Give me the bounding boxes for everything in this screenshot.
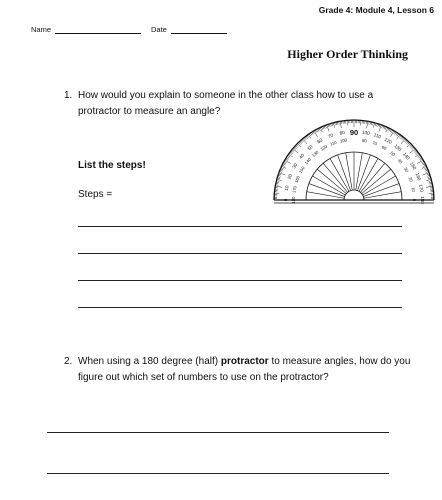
protractor-radial-line [356,153,363,190]
protractor-tick [396,133,398,136]
protractor-tick [409,144,411,146]
protractor-tick [302,140,304,142]
protractor-radial-line [346,153,353,190]
protractor-tick [309,134,311,136]
protractor-outer-label: 60 [316,137,324,145]
protractor-tick [407,142,409,144]
protractor-tick [400,136,402,138]
question-2-text [78,354,424,386]
protractor-tick [283,164,286,165]
question-2-bold-word: protractor [220,356,269,367]
protractor-tick [423,165,426,166]
answer-line-2[interactable] [78,253,402,254]
protractor-tick [307,135,309,137]
question-1-number: 1. [64,90,73,101]
question-2-text-end: to measure angles, how do you figure out which set of numbers to use on the protractor? [78,356,411,383]
protractor-tick [295,145,297,147]
protractor-center-label: 90 [349,127,359,137]
protractor-inner-label: 100 [339,137,348,144]
protractor-tick [367,121,368,128]
protractor-tick [397,134,399,136]
protractor-tick [306,136,308,138]
protractor-tick [315,130,316,133]
protractor-outer-label: 20 [286,173,294,180]
steps-label: Steps = [78,189,113,200]
date-label: Date [151,25,167,34]
list-steps-label: List the steps! [78,160,146,171]
date-blank[interactable] [171,25,227,34]
protractor-drawing [274,120,434,204]
protractor-tick [286,158,289,160]
protractor-tick [402,138,404,140]
protractor-tick [417,160,423,164]
protractor-radial-line [357,155,370,191]
protractor-radial-line [307,192,344,199]
grade-lesson-label: Grade 4: Module 4, Lesson 6 [318,5,434,15]
protractor-inner-label: 60 [380,144,388,152]
answer-line-3[interactable] [78,280,402,281]
protractor-tick [294,148,296,150]
protractor-tick [394,131,396,134]
protractor-tick [407,143,411,147]
protractor-tick [310,133,312,136]
protractor-tick [296,144,298,146]
protractor-tick [288,155,290,157]
protractor-tick [300,141,302,143]
protractor-inner-label: 180 [291,196,297,204]
protractor-tick [419,156,422,158]
protractor-outer-label: 0 [283,198,289,202]
protractor-tick [284,161,287,162]
protractor-tick [314,131,318,137]
protractor-inner-label: 20 [407,176,414,183]
protractor-tick [285,159,288,161]
protractor-outer-label: 170 [418,183,425,193]
protractor-tick [308,134,311,138]
protractor-tick [333,123,334,128]
protractor-radial-line [338,155,351,191]
protractor-tick [285,160,291,164]
protractor-tick [373,123,374,128]
question-1-text: How would you explain to someone in the other class how to use a protractor to measure an angle? [78,90,374,117]
protractor-tick [411,146,413,148]
protractor-tick [289,153,291,155]
protractor-outer-label: 150 [409,161,418,171]
protractor-tick [414,150,416,152]
protractor-tick [277,179,282,180]
protractor-radial-line [364,192,401,199]
question-2 [64,354,424,386]
protractor-outer-label: 80 [339,129,346,136]
protractor-tick [412,148,414,150]
protractor-tick [316,129,317,132]
protractor-outer-label: 180 [419,196,425,204]
protractor-tick [319,128,320,131]
answer-line-1[interactable] [78,226,402,227]
protractor-tick [298,142,300,144]
protractor-inner-label: 30 [402,166,410,174]
protractor-tick [422,162,425,163]
protractor-tick [291,151,293,153]
protractor-tick [299,141,301,143]
protractor-tick [419,158,422,160]
protractor-outer-label: 120 [383,136,393,145]
protractor-tick [415,151,417,153]
protractor-inner-label: 150 [297,165,306,175]
protractor-outer-label: 30 [291,162,299,170]
protractor-tick [305,137,307,139]
name-label: Name [31,25,52,34]
name-blank[interactable] [55,25,141,34]
question-2-number: 2. [64,356,73,367]
protractor-tick [415,152,417,154]
protractor-inner-label: 110 [329,139,338,147]
protractor-tick [290,152,292,154]
protractor-tick [304,138,306,140]
protractor-tick [415,154,419,157]
name-date-row [31,25,227,34]
protractor-radial-line [309,184,345,197]
protractor-tick [288,154,292,157]
protractor-inner-label: 160 [293,175,301,184]
protractor-outer-label: 160 [414,172,422,182]
protractor-tick [426,186,433,187]
question-2-text-start: When using a 180 degree (half) [78,356,221,367]
answer-line-4[interactable] [78,307,402,308]
protractor-tick [426,179,431,180]
protractor-outer-label: 140 [401,151,411,161]
protractor-inner-label: 80 [361,137,368,144]
protractor-tick [287,156,290,158]
protractor-outer-label: 50 [306,144,314,152]
protractor-radial-line [363,184,399,197]
protractor-tick [391,131,395,137]
protractor-inner-label: 120 [319,143,329,152]
protractor-inner-label: 40 [396,157,404,165]
protractor-outer-label: 70 [327,132,334,140]
protractor-inner-label: 0 [411,198,417,202]
protractor-inner-label: 70 [371,140,378,147]
protractor-inner-label: 140 [303,156,312,166]
protractor-tick [401,137,403,139]
protractor-tick [420,159,423,161]
protractor-tick [410,145,412,147]
protractor-tick [283,162,286,163]
protractor-tick [282,165,285,166]
protractor-tick [416,153,418,155]
protractor-tick [313,131,315,134]
protractor-tick [395,132,397,135]
protractor-tick [397,134,400,138]
protractor-tick [318,129,319,132]
protractor-tick [295,146,297,148]
protractor-tick [312,132,314,135]
protractor-tick [407,141,409,143]
protractor-inner-label: 170 [291,185,298,194]
protractor-outer-label: 100 [361,129,371,136]
protractor-tick [423,164,426,165]
protractor-tick [389,129,390,132]
protractor-tick [406,141,408,143]
protractor-tick [340,121,341,128]
protractor-tick [421,161,424,162]
page-title: Higher Order Thinking [287,47,408,61]
protractor-inner-label: 130 [310,149,320,158]
protractor-tick [297,143,301,147]
protractor-outer-label: 110 [373,132,382,140]
protractor-tick [391,130,392,133]
protractor-tick [275,186,282,187]
protractor-tick [405,140,407,142]
answer-line-6[interactable] [47,473,389,474]
protractor-inner-label: 50 [389,150,397,158]
protractor-tick [390,129,391,132]
protractor-inner-label: 10 [410,186,417,193]
protractor-image [269,114,439,206]
protractor-outer-label: 40 [298,152,306,160]
answer-line-5[interactable] [47,432,389,433]
protractor-tick [292,150,294,152]
protractor-outer-label: 130 [393,143,403,153]
protractor-tick [388,128,389,131]
protractor-outer-label: 10 [283,185,290,192]
protractor-tick [399,135,401,137]
protractor-tick [418,155,420,157]
